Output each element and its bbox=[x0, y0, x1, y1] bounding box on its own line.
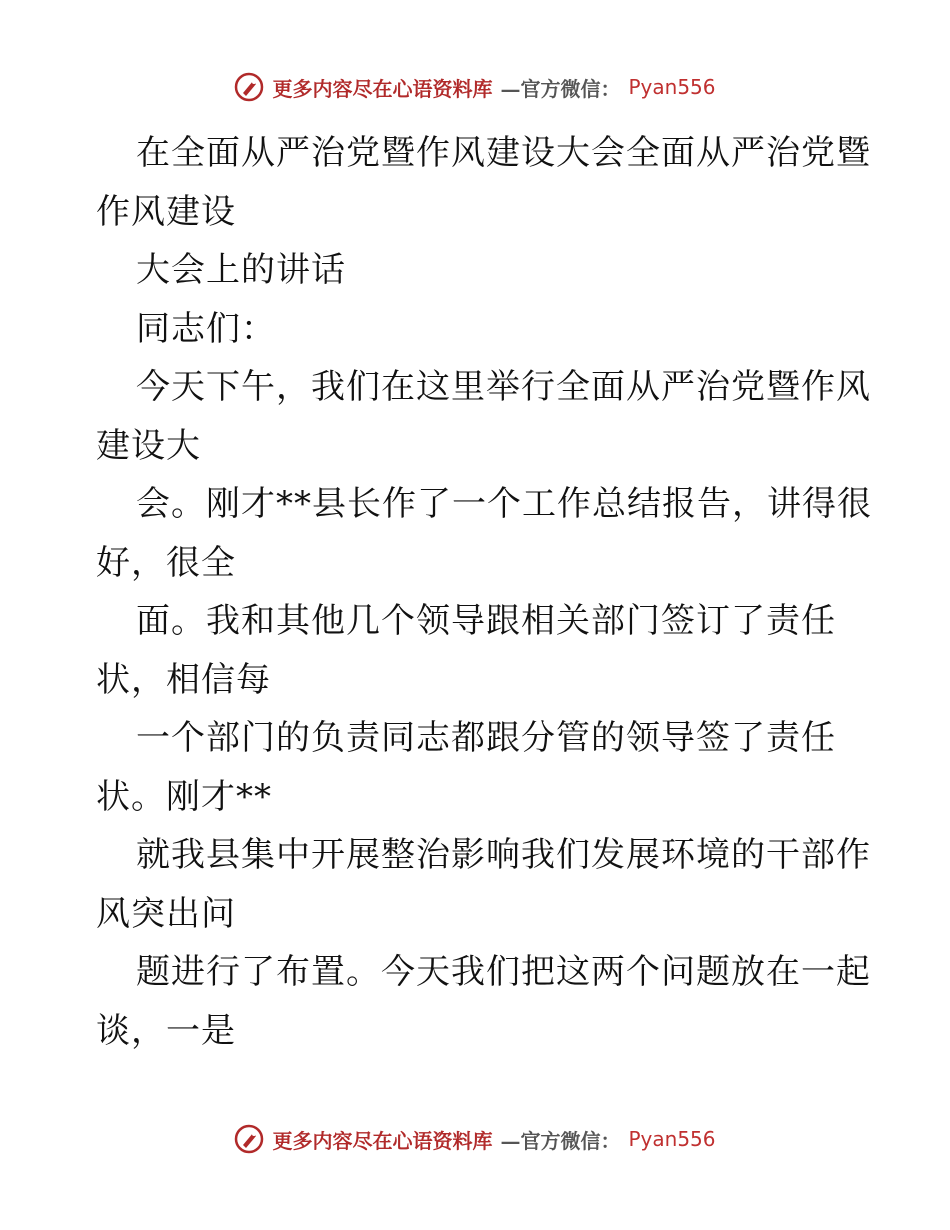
body-text-line: 建设大 bbox=[96, 425, 201, 466]
body-text-line: 好，很全 bbox=[96, 542, 236, 583]
body-text-line: 大会上的讲话 bbox=[136, 250, 346, 290]
pen-nib-logo-icon bbox=[234, 72, 264, 102]
watermark-site-text: 更多内容尽在心语资料库 bbox=[272, 76, 493, 101]
body-text-line: 状，相信每 bbox=[96, 659, 271, 700]
header-watermark bbox=[0, 72, 950, 102]
body-text-line: 就我县集中开展整治影响我们发展环境的干部作 bbox=[136, 835, 871, 875]
body-text-line: 作风建设 bbox=[96, 191, 236, 232]
body-text-line: 会。刚才**县长作了一个工作总结报告，讲得很 bbox=[136, 484, 872, 524]
body-text-line: 谈，一是 bbox=[96, 1010, 236, 1051]
body-text-line: 在全面从严治党暨作风建设大会全面从严治党暨 bbox=[136, 133, 871, 173]
watermark-wechat-label: —官方微信： bbox=[500, 1128, 621, 1153]
body-text-line: 一个部门的负责同志都跟分管的领导签了责任 bbox=[136, 718, 836, 758]
body-text-line: 状。刚才** bbox=[96, 776, 272, 817]
body-text-line: 题进行了布置。今天我们把这两个问题放在一起 bbox=[136, 952, 871, 992]
footer-watermark bbox=[0, 1124, 950, 1154]
body-text-line: 同志们： bbox=[136, 308, 276, 349]
body-text-line: 面。我和其他几个领导跟相关部门签订了责任 bbox=[136, 601, 836, 641]
body-text-line: 今天下午，我们在这里举行全面从严治党暨作风 bbox=[136, 367, 871, 407]
watermark-wechat-label: —官方微信： bbox=[500, 76, 621, 101]
watermark-wechat-id: Pyan556 bbox=[628, 75, 716, 99]
watermark-site-text: 更多内容尽在心语资料库 bbox=[272, 1128, 493, 1153]
body-text-line: 风突出问 bbox=[96, 893, 236, 934]
watermark-wechat-id: Pyan556 bbox=[628, 1127, 716, 1151]
pen-nib-logo-icon bbox=[234, 1124, 264, 1154]
document-body bbox=[96, 124, 872, 1060]
